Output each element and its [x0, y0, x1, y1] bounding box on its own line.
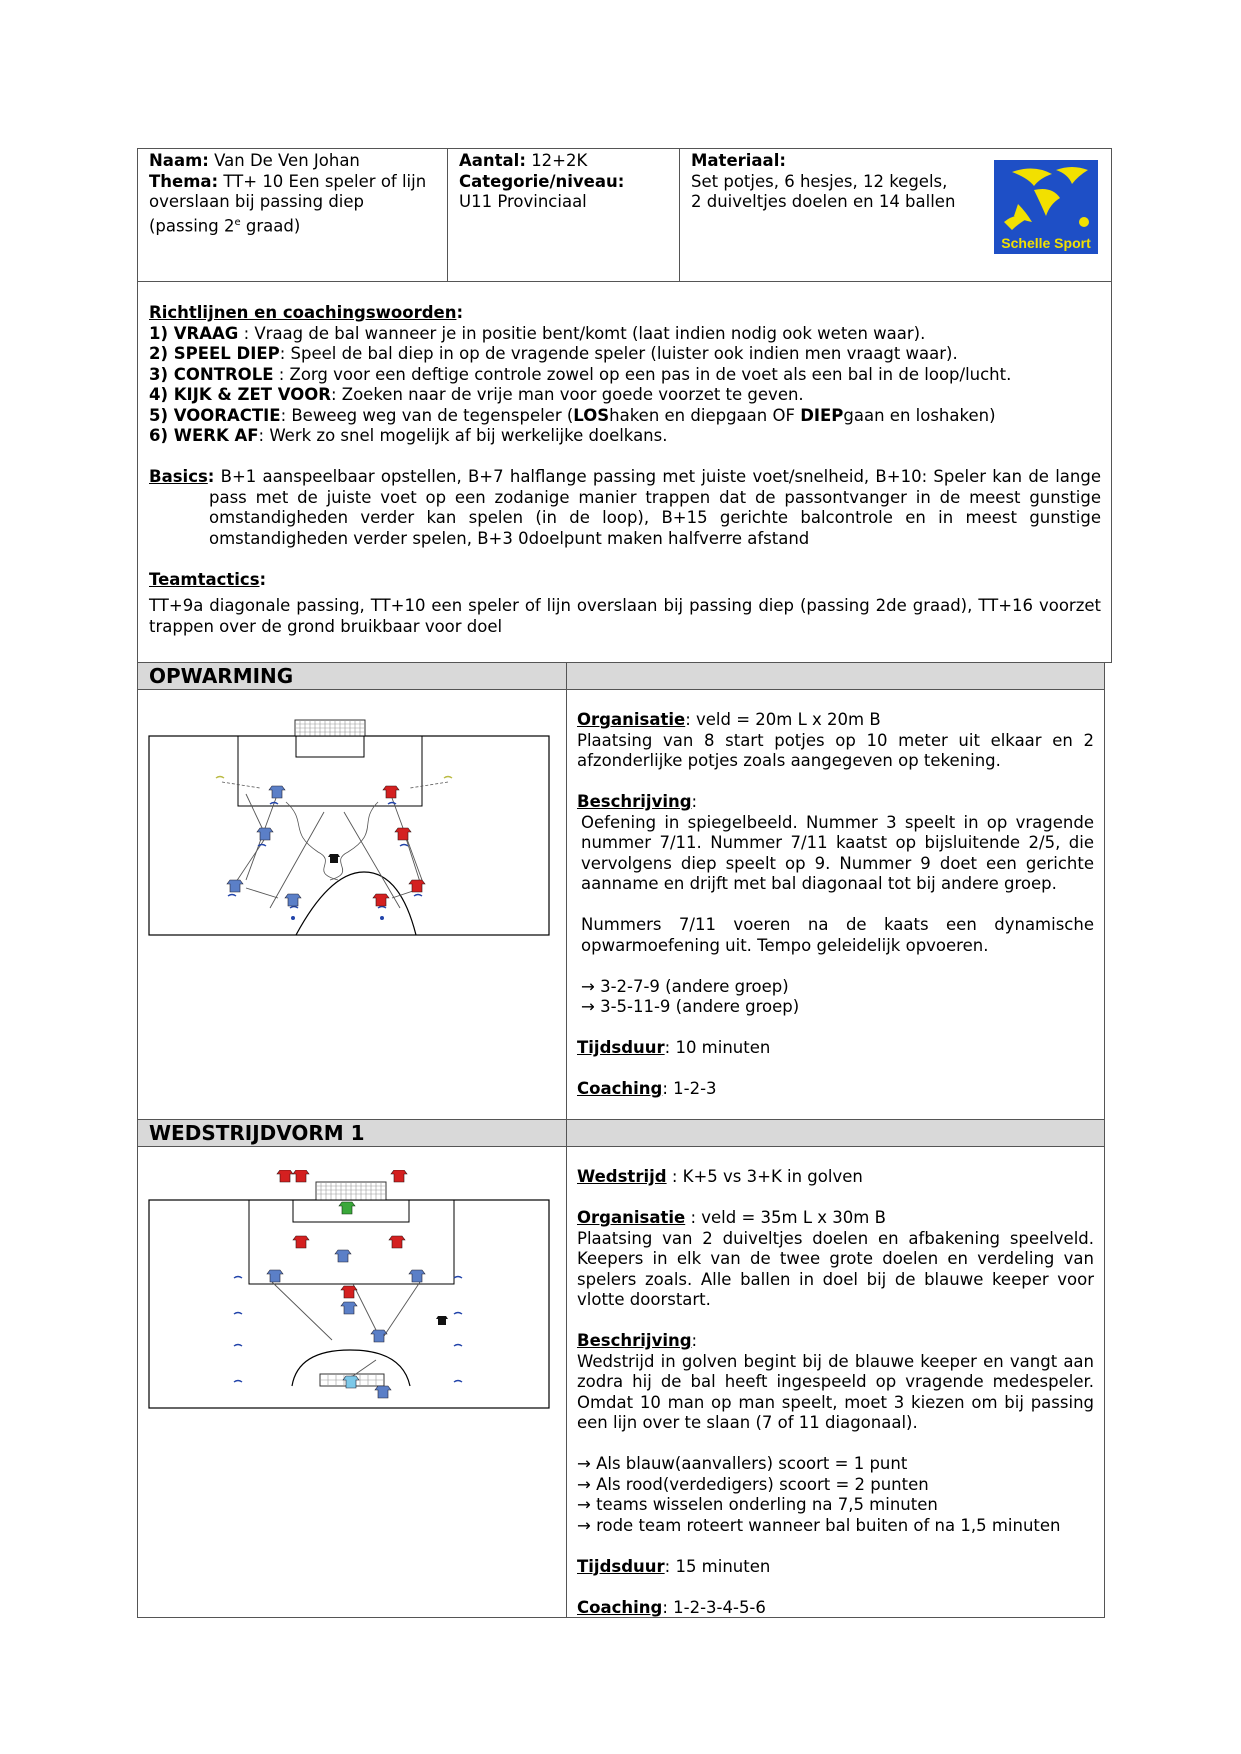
- thema-label: Thema:: [149, 171, 219, 191]
- aantal-label: Aantal:: [459, 151, 526, 170]
- wv-arrow-2: → Als rood(verdedigers) scoort = 2 punten: [577, 1474, 929, 1494]
- thema-sup: e: [234, 216, 241, 228]
- opw-coaching-value: : 1-2-3: [662, 1079, 717, 1098]
- header-table: [137, 148, 1112, 282]
- wv-arrow-1: → Als blauw(aanvallers) scoort = 1 punt: [577, 1454, 908, 1473]
- opw-coaching-label: Coaching: [577, 1079, 663, 1098]
- wv-wedstrijd-label: Wedstrijd: [577, 1167, 667, 1186]
- wv-coaching-label: Coaching: [577, 1597, 663, 1617]
- wv-organisatie-text: Plaatsing van 2 duiveltjes doelen en afbakening speelveld. Keepers in elk van de twee grote doelen en verdeling van spelers zoals. Alle ballen in doel bij de blauwe keeper voor vlotte doorstart.: [577, 1228, 1094, 1309]
- schelle-sport-logo: [994, 160, 1098, 254]
- opw-organisatie-label: Organisatie: [577, 710, 686, 729]
- naam-label: Naam:: [149, 151, 209, 170]
- richtlijn-1: 1) VRAAG : Vraag de bal wanneer je in positie bent/komt (laat indien nodig ook weten waar).: [149, 323, 926, 343]
- wv-wedstrijd-value: : K+5 vs 3+K in golven: [666, 1167, 863, 1186]
- categorie-label: Categorie/niveau:: [459, 171, 625, 191]
- richtlijn-5: 5) VOORACTIE: Beweeg weg van de tegenspeler (LOShaken en diepgaan OF DIEPgaan en loshaken): [149, 405, 996, 425]
- wedstrijdvorm-title: WEDSTRIJDVORM 1: [149, 1121, 365, 1145]
- opw-beschrijving-text: Oefening in spiegelbeeld. Nummer 3 speelt in op vragende nummer 7/11. Nummer 7/11 kaatst op bijsluitende 2/5, die vervolgens diep speelt op 9. Nummer 9 doet een gerichte aanname en drijft met bal diagonaal tot bij andere groep.: [581, 812, 1094, 893]
- aantal-value: 12+2K: [531, 151, 588, 170]
- logo-text: Schelle Sport: [1001, 235, 1091, 251]
- materiaal-line2: 2 duiveltjes doelen en 14 ballen: [691, 192, 956, 211]
- opw-tijdsduur-label: Tijdsduur: [577, 1038, 665, 1057]
- opw-arrow-2: → 3-5-11-9 (andere groep): [581, 997, 800, 1016]
- opwarming-text: Organisatie: veld = 20m L x 20m B Plaatsing van 8 start potjes op 10 meter uit elkaar en 2 afzonderlijke potjes zoals aangegeven op tekening. Beschrijving: Oefening in spiegelbeeld. Nummer 3 speelt in op vragende nummer 7/11. Nummer 7/11 kaatst op bijsluitende 2/5, die vervolgens diep speelt op 9. Nummer 9 doet een gerichte aanname en drijft met bal diagonaal tot bij andere groep. Nummers 7/11 voeren na de kaats een dynamische opwarmoefening uit. Tempo geleidelijk opvoeren. → 3-2-7-9 (andere groep) → 3-5-11-9 (andere groep) Tijdsduur: 10 minuten Coaching: 1-2-3: [577, 710, 1094, 1098]
- header-aantal-cell: [448, 149, 680, 281]
- wedstrijdvorm-text: Wedstrijd : K+5 vs 3+K in golven Organisatie : veld = 35m L x 30m B Plaatsing van 2 duiveltjes doelen en afbakening speelveld. Keepers in elk van de twee grote doelen en verdeling van spelers zoals. Alle ballen in doel bij de blauwe keeper voor vlotte doorstart. Beschrijving: Wedstrijd in golven begint bij de blauwe keeper en vangt aan zodra hij de bal heeft ingespeeld op vragende medespeler. Omdat 10 man op man speelt, moet 3 kiezen om bij passing een lijn over te slaan (7 of 11 diagonaal). → Als blauw(aanvallers) scoort = 1 punt → Als rood(verdedigers) scoort = 2 punten → teams wisselen onderling na 7,5 minuten → rode team roteert wanneer bal buiten of na 1,5 minuten Tijdsduur: 15 minuten Coaching: 1-2-3-4-5-6: [577, 1167, 1094, 1617]
- wv-tijdsduur-label: Tijdsduur: [577, 1556, 665, 1576]
- opw-tijdsduur-value: : 10 minuten: [664, 1038, 771, 1057]
- wv-arrow-4: → rode team roteert wanneer bal buiten of na 1,5 minuten: [577, 1515, 1061, 1535]
- materiaal-line1: Set potjes, 6 hesjes, 12 kegels,: [691, 171, 948, 191]
- richtlijnen-colon: :: [456, 303, 464, 322]
- richtlijn-4: 4) KIJK & ZET VOOR: Zoeken naar de vrije man voor goede voorzet te geven.: [149, 385, 804, 404]
- richtlijn-3: 3) CONTROLE : Zorg voor een deftige controle zowel op een pas in de voet als een bal in de loop/lucht.: [149, 364, 1012, 384]
- materiaal-label: Materiaal:: [691, 151, 786, 170]
- wv-beschrijving-text: Wedstrijd in golven begint bij de blauwe keeper en vangt aan zodra hij de bal heeft ingespeeld op vragende medespeler. Omdat 10 man op man speelt, moet 3 kiezen om bij passing een lijn over te slaan (7 of 11 diagonaal).: [577, 1351, 1094, 1432]
- opw-beschrijving-text2: Nummers 7/11 voeren na de kaats een dynamische opwarmoefening uit. Tempo geleidelijk opvoeren.: [581, 915, 1094, 955]
- basics-paragraph: Basics: B+1 aanspeelbaar opstellen, B+7 halflange passing met juiste voet/snelheid, B+10: Speler kan de lange pass met de juiste voet op een zodanige manier trappen dat de passontvanger in de meest gunstige omstandigheden verder kan spelen (in de loop), B+15 gerichte balcontrole en in meest gunstige omstandigheden verder spelen, B+3 0doelpunt maken halfverre afstand: [149, 467, 1101, 548]
- teamtactics-text: TT+9a diagonale passing, TT+10 een speler of lijn overslaan bij passing diep (passing 2de graad), TT+16 voorzet trappen over de grond bruikbaar voor doel: [149, 596, 1101, 636]
- wedstrijdvorm-diagram: [148, 1170, 552, 1410]
- wv-organisatie-label: Organisatie: [577, 1208, 686, 1227]
- richtlijnen-title: Richtlijnen en coachingswoorden: [149, 303, 457, 322]
- richtlijnen-box: Richtlijnen en coachingswoorden: 1) VRAAG : Vraag de bal wanneer je in positie bent/komt (laat indien nodig ook weten waar). 2) SPEEL DIEP: Speel de bal diep in op de vragende speler (luister ook indien men vraagt waar). 3) CONTROLE : Zorg voor een deftige controle zowel op een pas in de voet als een bal in de loop/lucht. 4) KIJK & ZET VOOR: Zoeken naar de vrije man voor goede voorzet te geven. 5) VOORACTIE: Beweeg weg van de tegenspeler (LOShaken en diepgaan OF DIEPgaan en loshaken) 6) WERK AF: Werk zo snel mogelijk af bij werkelijke doelkans. Basics: B+1 aanspeelbaar opstellen, B+7 halflange passing met juiste voet/snelheid, B+10: Speler kan de lange pass met de juiste voet op een zodanige manier trappen dat de passontvanger in de meest gunstige omstandigheden verder kan spelen (in de loop), B+15 gerichte balcontrole en in meest gunstige omstandigheden verder spelen, B+3 0doelpunt maken halfverre afstand Teamtactics: TT+9a diagonale passing, TT+10 een speler of lijn overslaan bij passing diep (passing 2de graad), TT+16 voorzet trappen over de grond bruikbaar voor doel: [137, 281, 1112, 663]
- header-naam-cell: [138, 149, 448, 281]
- naam-value: Van De Ven Johan: [214, 151, 360, 170]
- wv-organisatie-value: : veld = 35m L x 30m B: [685, 1208, 886, 1227]
- wv-arrow-3: → teams wisselen onderling na 7,5 minuten: [577, 1495, 938, 1514]
- wedstrijdvorm-header: [137, 1119, 567, 1147]
- thema-value-end: graad): [240, 216, 301, 235]
- opw-arrow-1: → 3-2-7-9 (andere groep): [581, 976, 789, 996]
- wv-coaching-value: : 1-2-3-4-5-6: [662, 1597, 766, 1617]
- basics-label: Basics: [149, 467, 208, 486]
- thema-value: TT+ 10 Een speler of lijn overslaan bij passing diep (passing 2: [149, 171, 427, 235]
- wedstrijdvorm-header-right: [566, 1119, 1105, 1147]
- opwarming-diagram: [148, 712, 552, 938]
- opwarming-header-right: [566, 662, 1105, 690]
- basics-text: B+1 aanspeelbaar opstellen, B+7 halflange passing met juiste voet/snelheid, B+10: Speler kan de lange pass met de juiste voet op een zodanige manier trappen dat de passontvanger in de meest gunstige omstandigheden verder kan spelen (in de loop), B+15 gerichte balcontrole en in meest gunstige omstandigheden verder spelen, B+3 0doelpunt maken halfverre afstand: [209, 467, 1101, 548]
- categorie-value: U11 Provinciaal: [459, 192, 587, 211]
- richtlijn-6: 6) WERK AF: Werk zo snel mogelijk af bij werkelijke doelkans.: [149, 426, 668, 445]
- opwarming-title: OPWARMING: [149, 664, 294, 688]
- richtlijn-2: 2) SPEEL DIEP: Speel de bal diep in op de vragende speler (luister ook indien men vraagt waar).: [149, 344, 958, 363]
- opw-organisatie-text: Plaatsing van 8 start potjes op 10 meter uit elkaar en 2 afzonderlijke potjes zoals aangegeven op tekening.: [577, 730, 1094, 770]
- opwarming-header: [137, 662, 567, 690]
- opw-organisatie-value: : veld = 20m L x 20m B: [685, 710, 881, 729]
- wv-beschrijving-label: Beschrijving: [577, 1331, 692, 1350]
- wv-tijdsduur-value: : 15 minuten: [664, 1556, 771, 1576]
- teamtactics-label: Teamtactics: [149, 569, 260, 589]
- opw-beschrijving-label: Beschrijving: [577, 792, 692, 811]
